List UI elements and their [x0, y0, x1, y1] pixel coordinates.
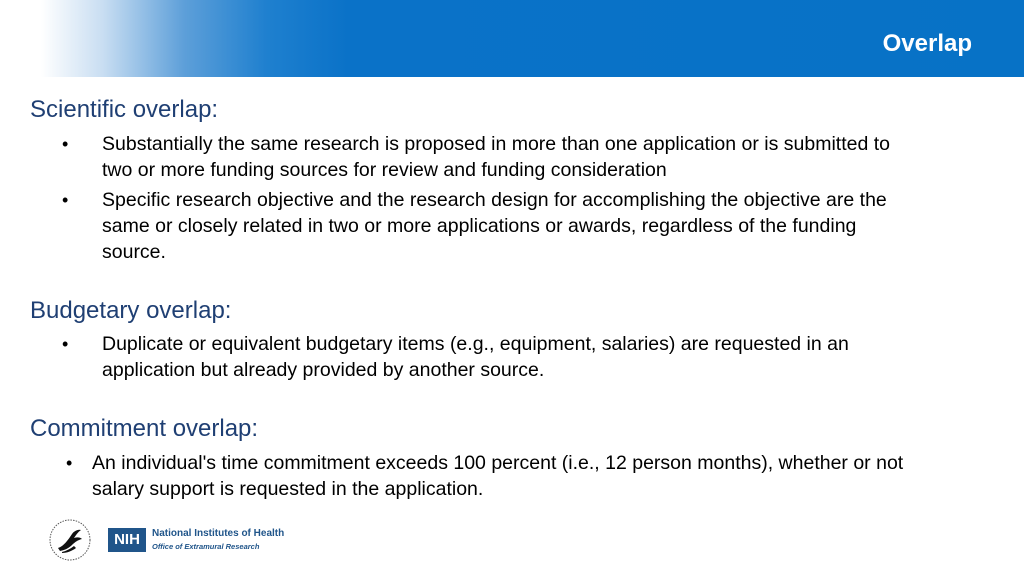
bullet-line: An individual's time commitment exceeds 100 percent (i.e., 12 person months), whether or not	[92, 452, 904, 474]
bullet-line: Substantially the same research is proposed in more than one application or is submitted to	[102, 133, 891, 155]
bullet-line: two or more funding sources for review and funding consideration	[102, 159, 667, 181]
bullet-glyph: •	[62, 334, 69, 354]
bullet-item	[62, 131, 982, 183]
bullet-line: salary support is requested in the application.	[92, 478, 484, 500]
slide-title: Overlap	[882, 30, 972, 57]
bullet-line: source.	[102, 241, 166, 263]
bullet-glyph: •	[66, 453, 73, 473]
bullet-glyph: •	[62, 134, 69, 154]
bullet-item	[62, 187, 982, 265]
bullet-line: Duplicate or equivalent budgetary items (e.g., equipment, salaries) are requested in an	[102, 333, 849, 355]
bullet-glyph: •	[62, 190, 69, 210]
bullet-item	[66, 450, 996, 502]
section-heading-commitment: Commitment overlap:	[30, 415, 259, 442]
nih-office: Office of Extramural Research	[152, 542, 260, 551]
footer-logos	[48, 516, 288, 562]
hhs-seal-icon	[48, 518, 92, 562]
bullet-line: Specific research objective and the research design for accomplishing the objective are the	[102, 189, 887, 211]
bullet-line: application but already provided by another source.	[102, 359, 545, 381]
nih-name: National Institutes of Health	[152, 528, 285, 539]
section-heading-scientific: Scientific overlap:	[30, 96, 219, 123]
bullet-item	[62, 331, 982, 383]
nih-logo-box: NIH	[108, 528, 146, 552]
header-band	[0, 0, 1024, 77]
section-heading-budgetary: Budgetary overlap:	[30, 297, 232, 324]
bullet-line: same or closely related in two or more applications or awards, regardless of the funding	[102, 215, 857, 237]
